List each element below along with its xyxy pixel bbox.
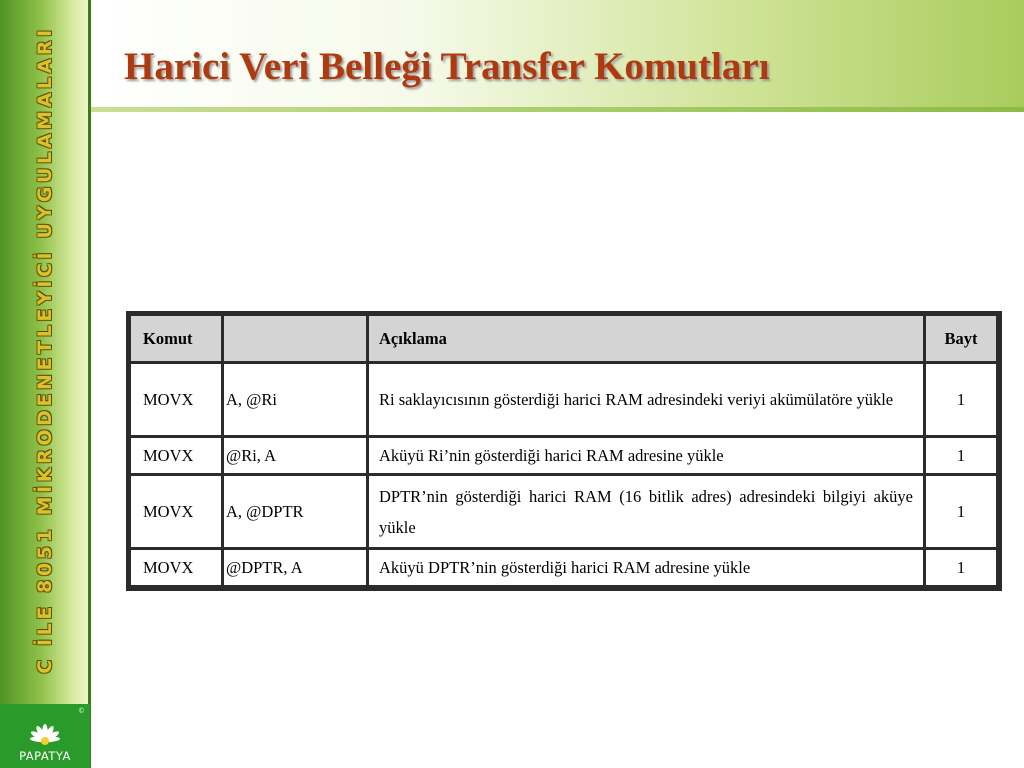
table-row: [131, 364, 996, 435]
instruction-table-frame: [126, 311, 1002, 591]
cell-description: Aküyü Ri’nin gösterdiği harici RAM adresine yükle: [369, 438, 923, 473]
header-komut: Komut: [131, 316, 221, 361]
logo-text: PAPATYA: [19, 749, 71, 763]
cell-bytes: 1: [926, 550, 996, 585]
table-row: [131, 476, 996, 547]
header-divider: [91, 107, 1024, 112]
cell-operands: A, @DPTR: [224, 476, 366, 547]
header-aciklama: Açıklama: [369, 316, 923, 361]
cell-bytes: 1: [926, 476, 996, 547]
cell-description: Ri saklayıcısının gösterdiği harici RAM adresindeki veriyi akümülatöre yükle: [369, 364, 923, 435]
daisy-icon: [22, 710, 68, 746]
cell-description: DPTR’nin gösterdiği harici RAM (16 bitlik adres) adresindeki bilgiyi aküye yükle: [369, 476, 923, 547]
papatya-logo: [0, 704, 90, 768]
cell-opcode: MOVX: [131, 476, 221, 547]
sidebar-divider: [88, 0, 91, 768]
instruction-table: [128, 313, 999, 588]
copyright-mark: ©: [78, 707, 85, 715]
cell-opcode: MOVX: [131, 550, 221, 585]
cell-opcode: MOVX: [131, 364, 221, 435]
vertical-course-title: C İLE 8051 MİKRODENETLEYİCİ UYGULAMALARI: [34, 26, 56, 674]
cell-description: Aküyü DPTR’nin gösterdiği harici RAM adresine yükle: [369, 550, 923, 585]
table-header-row: [131, 316, 996, 361]
page-title: Harici Veri Belleği Transfer Komutları: [124, 45, 770, 88]
cell-bytes: 1: [926, 364, 996, 435]
cell-bytes: 1: [926, 438, 996, 473]
header-bayt: Bayt: [926, 316, 996, 361]
table-row: [131, 438, 996, 473]
table-row: [131, 550, 996, 585]
cell-operands: @Ri, A: [224, 438, 366, 473]
cell-operands: @DPTR, A: [224, 550, 366, 585]
cell-operands: A, @Ri: [224, 364, 366, 435]
cell-opcode: MOVX: [131, 438, 221, 473]
header-blank: [224, 316, 366, 361]
